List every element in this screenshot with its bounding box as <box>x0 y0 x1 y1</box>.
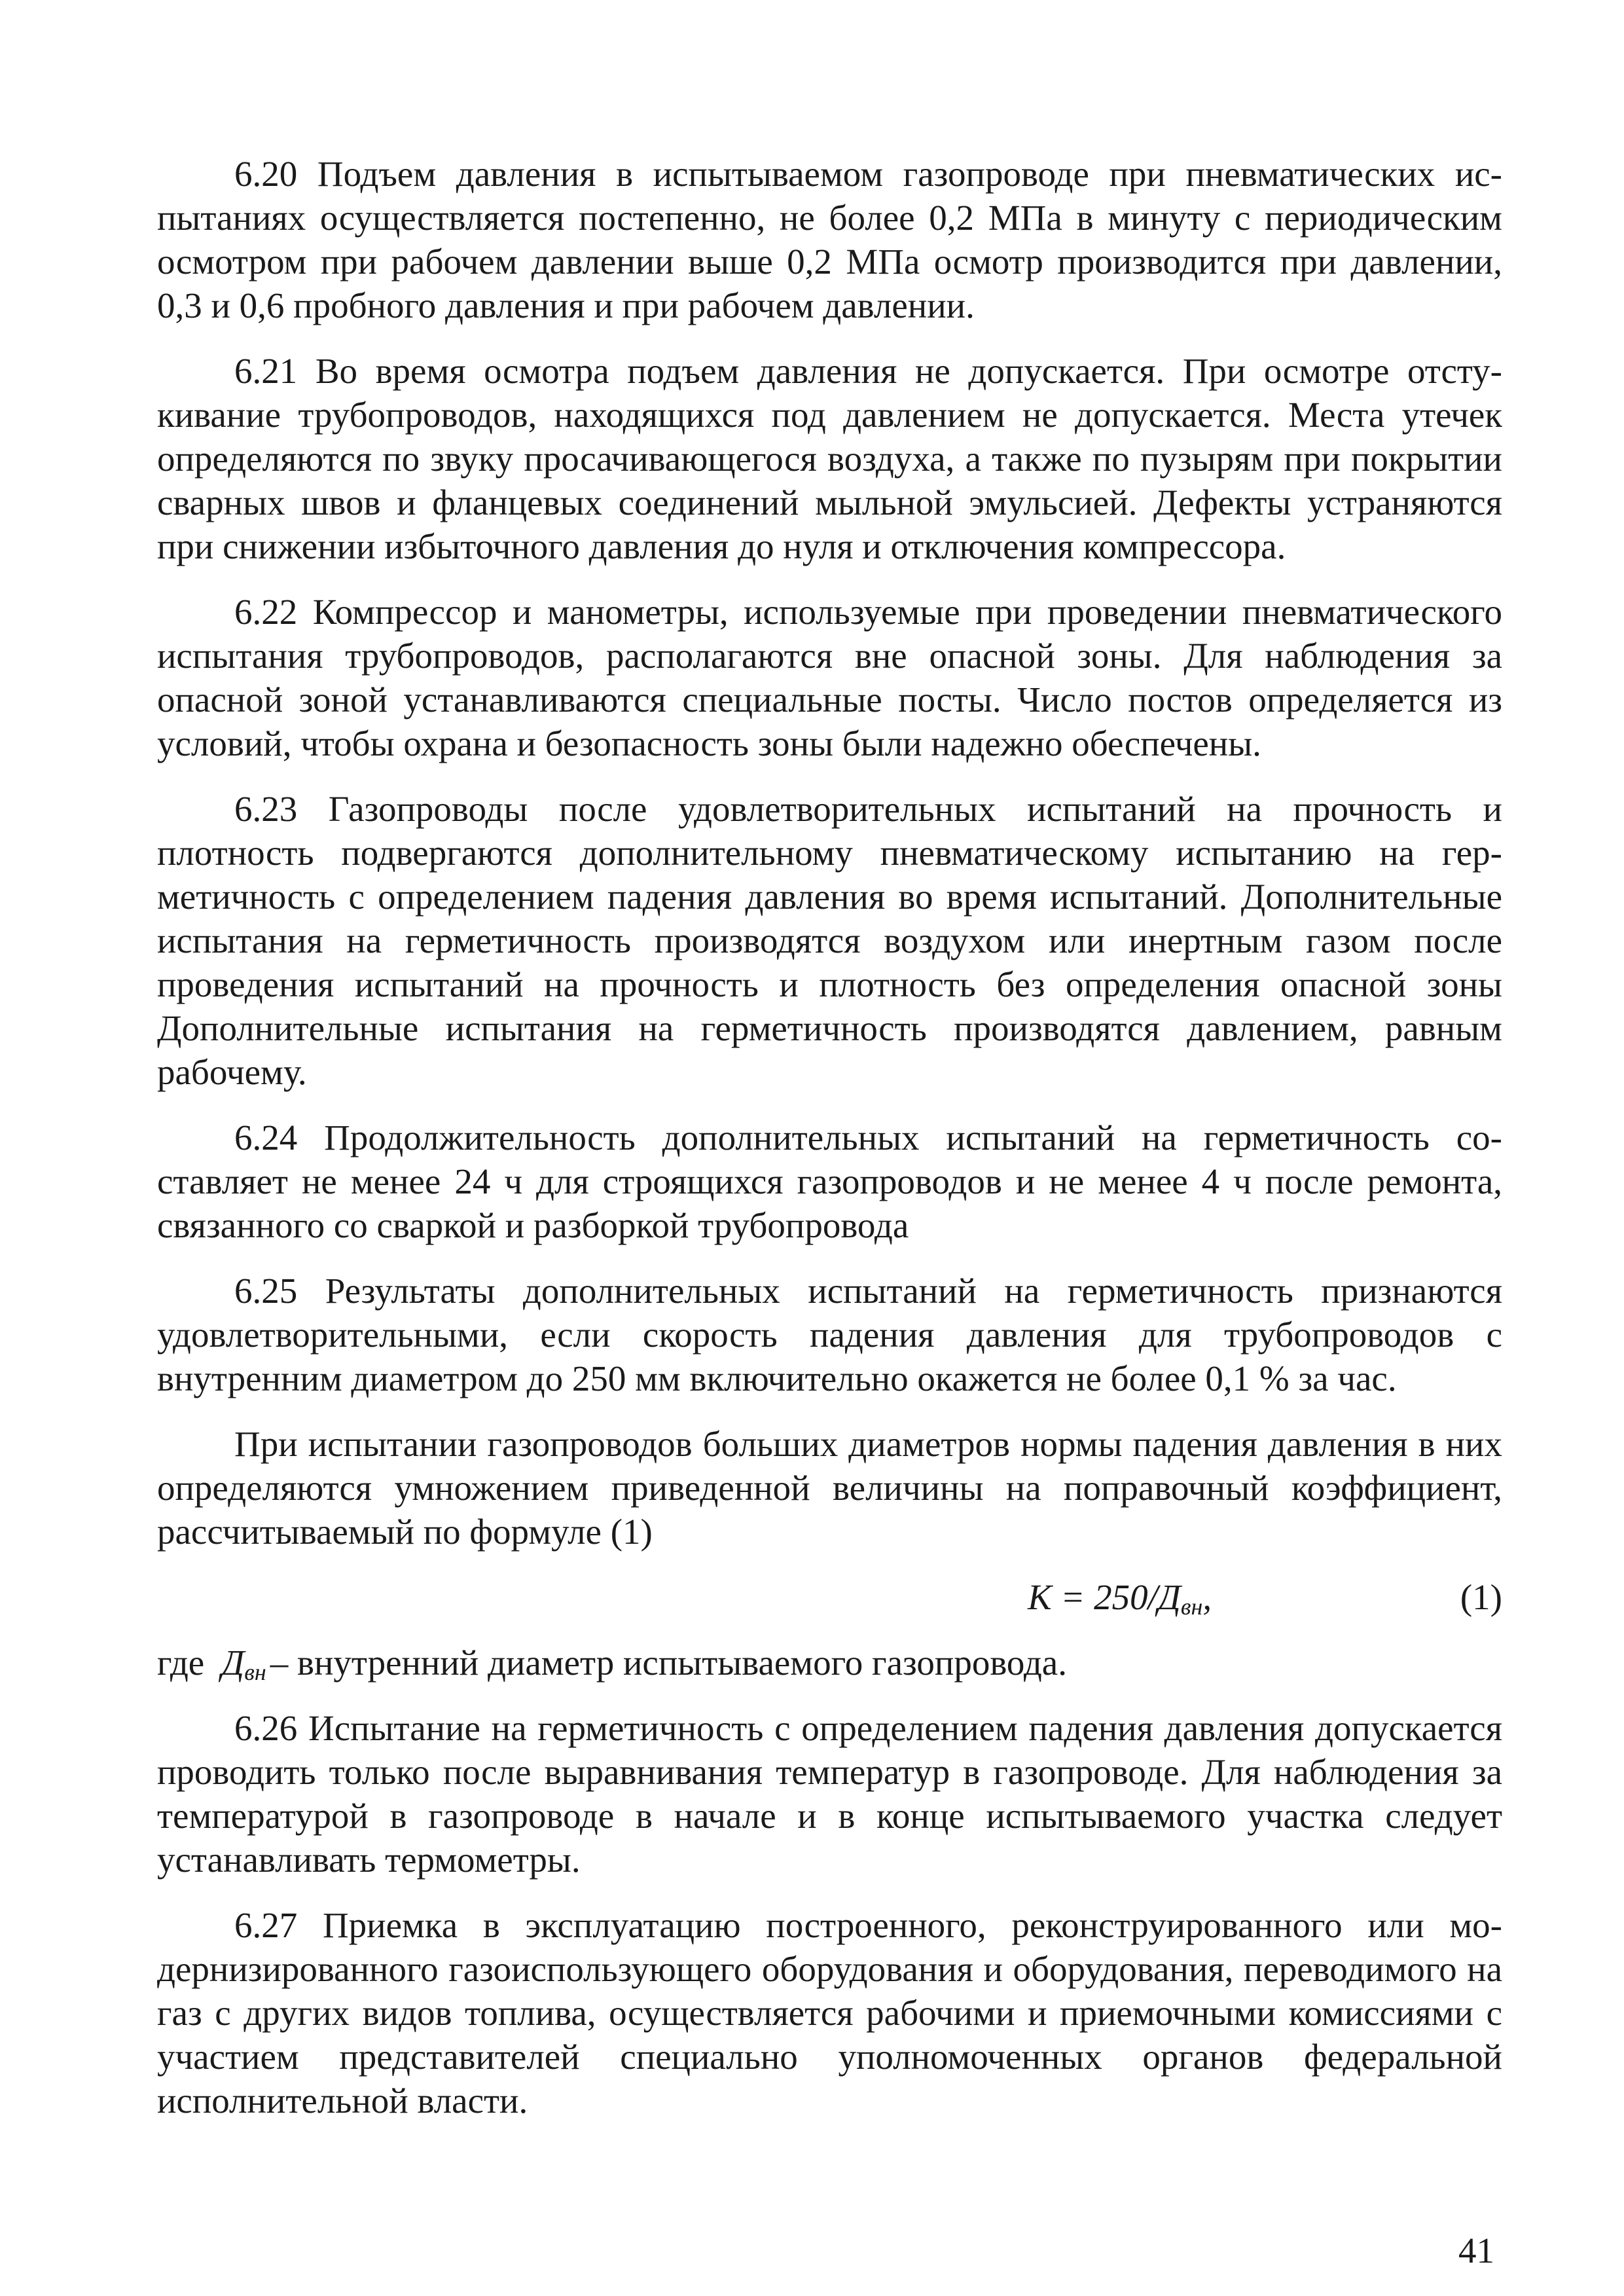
formula-number: (1) <box>1460 1577 1502 1617</box>
definition-prefix: где <box>157 1643 205 1683</box>
definition-symbol <box>221 1643 266 1683</box>
paragraph-6-21: 6.21 Во время осмотра подъем давления не допускается. При осмотре отстукивание трубопроводов, находящихся под давлением не допускается. Места утечек определяются по звуку просачивающегося воздуха, а также по пузырям при покрытии сварных швов и фланцевых соединений мыльной эмульсией. Дефекты устраняются при снижении избыточного давления до нуля и отключения компрессора. <box>157 351 1502 566</box>
document-page <box>157 152 1502 2144</box>
formula <box>1028 1575 1212 1619</box>
formula-subscript: вн <box>1180 1594 1203 1620</box>
formula-row <box>157 1575 1502 1619</box>
paragraph-large-diameters: При испытании газопроводов больших диаметров нормы падения давления в них определяются умножением приведенной величины на поправочный коэффициент, рассчитываемый по формуле (1) <box>157 1424 1502 1552</box>
paragraph-6-24: 6.24 Продолжительность дополнительных испытаний на герметичность составляет не менее 24 ч для строящихся газопроводов и не менее 4 ч после ремонта, связанного со сваркой и разборкой трубопровода <box>157 1118 1502 1245</box>
formula-definition <box>157 1641 1502 1685</box>
paragraph-6-25: 6.25 Результаты дополнительных испытаний на герметичность признаются удовлетворительными, если скорость падения давления для трубопроводов с внутренним диаметром до 250 мм включительно окажется не более 0,1 % за час. <box>157 1271 1502 1398</box>
definition-symbol-letter: Д <box>221 1643 245 1683</box>
paragraph-6-27: 6.27 Приемка в эксплуатацию построенного, реконструированного или модернизированного газоиспользующего оборудования и оборудования, переводимого на газ с других видов топлива, осуществляется рабочими и приемочными комиссиями с участием представителей специально уполномоченных органов федеральной исполнительной власти. <box>157 1905 1502 2121</box>
definition-text: – внутренний диаметр испытываемого газопровода. <box>270 1643 1067 1683</box>
paragraph-6-22: 6.22 Компрессор и манометры, используемые при проведении пневматического испытания трубопроводов, располагаются вне опасной зоны. Для наблюдения за опасной зоной устанавливаются специальные посты. Число постов определяется из условий, чтобы охрана и безопасность зоны были надежно обеспечены. <box>157 592 1502 763</box>
paragraph-6-20: 6.20 Подъем давления в испытываемом газопроводе при пневматических испытаниях осуществляется постепенно, не более 0,2 МПа в минуту с периодическим осмотром при рабочем давлении выше 0,2 МПа осмотр производится при давлении, 0,3 и 0,6 пробного давления и при рабочем давлении. <box>157 154 1502 325</box>
page-number: 41 <box>1458 2231 1494 2270</box>
definition-symbol-subscript: вн <box>244 1659 266 1685</box>
paragraph-6-23: 6.23 Газопроводы после удовлетворительных испытаний на прочность и плотность подвергаются дополнительному пневматическому испытанию на герметичность с определением падения давления во время испытаний. Дополнительные испытания на герметичность производятся воздухом или инертным газом после проведения испытаний на прочность и плотность без определения опасной зоны Дополнительные испытания на герметичность производятся давлением, равным рабочему. <box>157 789 1502 1092</box>
formula-trail: , <box>1202 1577 1212 1617</box>
formula-lhs: К = 250/Д <box>1028 1577 1181 1617</box>
paragraph-6-26: 6.26 Испытание на герметичность с определением падения давления допускается проводить только после выравнивания температур в газопроводе. Для наблюдения за температурой в газопроводе в начале и в конце испытываемого участка следует устанавливать термометры. <box>157 1708 1502 1880</box>
